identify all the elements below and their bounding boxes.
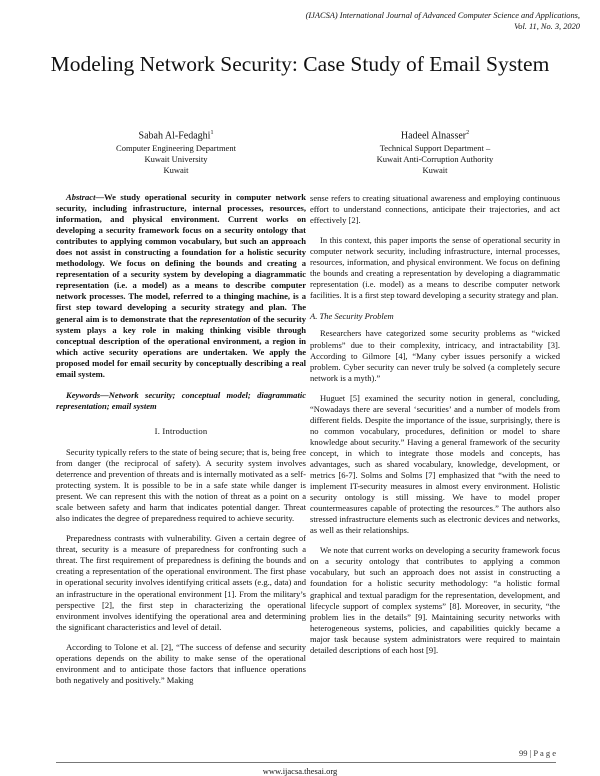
right-paragraph-5: We note that current works on developing a security framework focus on a security ontology that contributes to applying a common vocabulary, but such an approach does not assist in constructing a foundation for a holistic security methodology: “a holistic formal graphical and textual paradigm for the representation, development, and lifecycle support of complex systems” [8]. Moreover, in security, “the problem lies in the details” [9]. Maintaining security networks with heterogeneous systems, policies, and capabilities quickly became a major task because system administrators were required to maintain detailed descriptions of each host [9].: [310, 545, 560, 655]
author-2-sup: 2: [466, 130, 470, 136]
abstract-label: Abstract: [66, 192, 96, 202]
intro-paragraph-3: According to Tolone et al. [2], “The success of defense and security operations depends on the ability to make sense of the operational environment and to anticipate those factors that influence operations both negatively and positively.” Making: [56, 641, 306, 685]
footer-url: www.ijacsa.thesai.org: [262, 766, 338, 776]
author-2-name: Hadeel Alnasser: [400, 130, 467, 142]
footer-divider: [56, 762, 556, 763]
paper-title: Modeling Network Security: Case Study of Email System: [50, 52, 550, 76]
intro-paragraph-1: Security typically refers to the state of being secure; that is, being free from danger (the reciprocal of safety). A security system involves deterrence and prevention of threats and is internally motivated as a self-protecting system. It is possible to be in a safe state while danger is present. We can represent this with the notion of threat as a point on a scale between safety and harm that indicates potential danger. Threat also indicates the degree of preparedness required to achieve security.: [56, 446, 306, 524]
journal-line-2: Vol. 11, No. 3, 2020: [514, 22, 580, 31]
page-number: 99 | P a g e: [518, 748, 556, 758]
author-2-affiliation-3: Kuwait: [422, 165, 448, 176]
author-1-affiliation-2: Kuwait University: [144, 154, 208, 165]
author-2-affiliation-2: Kuwait Anti-Corruption Authority: [376, 154, 494, 165]
left-column: [56, 192, 306, 686]
abstract-text: —We study operational security in computer network security, including infrastructure, internal processes, resources, information, and physical environment. Current works on developing a security framework focus on a security ontology that contributes to applying common vocabulary, but such an approach does not assist in constructing a foundation for a holistic security methodology. We focus on defining the bounds and creating a representation of a security system by developing a diagrammatic representation (i.e. a model) as a means to describe computer network processes. The model, referred to a thinging machine, is a first step toward developing a security strategy and plan. The general aim is to demonstrate that the: [56, 192, 306, 324]
author-1: [76, 126, 276, 176]
journal-line-1: (IJACSA) International Journal of Advanced Computer Science and Applications,: [305, 11, 580, 20]
keywords: [56, 390, 306, 412]
intro-paragraph-2: Preparedness contrasts with vulnerability. Given a certain degree of threat, security is a measure of preparedness for confronting such a threat. The first requirement of preparedness is defining the bounds and creating a representation of the operational environment. The first phase in operational security involves identifying critical assets (e.g., data) and an infrastructure in the operational environment [1]. From the military’s perspective [2], the first step in characterizing the operational environment involves identifying the operational area and determining the significant characteristics and level of detail.: [56, 533, 306, 632]
right-column: [310, 193, 560, 656]
journal-header: [180, 10, 580, 32]
right-paragraph-4: Huguet [5] examined the security notion in general, concluding, “Nowadays there are several ‘securities’ and a number of models from different fields. Despite the importance of the issue, surprisingly, there is no common vocabulary, procedures, definition or model to share knowledge about security.” Having a general framework of the security concept, in which to integrate those models and concepts, has advantages, such as shared vocabulary, knowledge, development, or metrics [6-7]. Solms and Solms [7] emphasized that “with the need to implement IT-security measures in almost every environment. Holistic security ontology is still missing. We have to model proper countermeasures capable of protecting the resources.” The authors also stressed infrastructure elements such as electronic devices and networks, as well as their relationships.: [310, 392, 560, 536]
keywords-label: Keywords: [66, 389, 101, 400]
abstract: [56, 192, 306, 380]
right-paragraph-continued: sense refers to creating situational awareness and employing continuous effort to understand connections, anticipate their trajectories, and act effectively [2].: [310, 193, 560, 226]
author-2-affiliation-1: Technical Support Department –: [379, 143, 491, 154]
keywords-text: —Network security; conceptual model; diagrammatic representation; email system: [56, 389, 306, 411]
abstract-text-end: of the security system plays a key role in making thinking visible through conceptual description of the operational environment, a region in which active security operations are undertaken. We apply the proposed model for email security by conceptually describing a real email system.: [56, 313, 306, 379]
abstract-italic-word: representation: [199, 313, 251, 324]
right-paragraph-3: Researchers have categorized some security problems as “wicked problems” due to their complexity, intricacy, and intractability [3]. According to Gilmore [4], “Many cyber issues personify a wicked problem. Cyber security can never truly be solved (a completely secure network is a myth).”: [310, 328, 560, 383]
section-heading-introduction: I. Introduction: [154, 425, 208, 436]
author-1-name: Sabah Al-Fedaghi: [138, 130, 211, 142]
author-1-affiliation-1: Computer Engineering Department: [116, 143, 236, 154]
right-paragraph-2: In this context, this paper imports the sense of operational security in computer network security, including infrastructure, internal processes, resources, information, and physical environment. We focus on defining the bounds and creating a representation by developing a diagrammatic representation (i.e. model) as a means to describe computer network facilities. It is a first step toward developing a security strategy and plan.: [310, 235, 560, 301]
author-1-affiliation-3: Kuwait: [163, 165, 189, 176]
author-2: [335, 126, 535, 176]
subsection-heading-security-problem: A. The Security Problem: [310, 311, 394, 322]
author-1-sup: 1: [210, 130, 214, 136]
